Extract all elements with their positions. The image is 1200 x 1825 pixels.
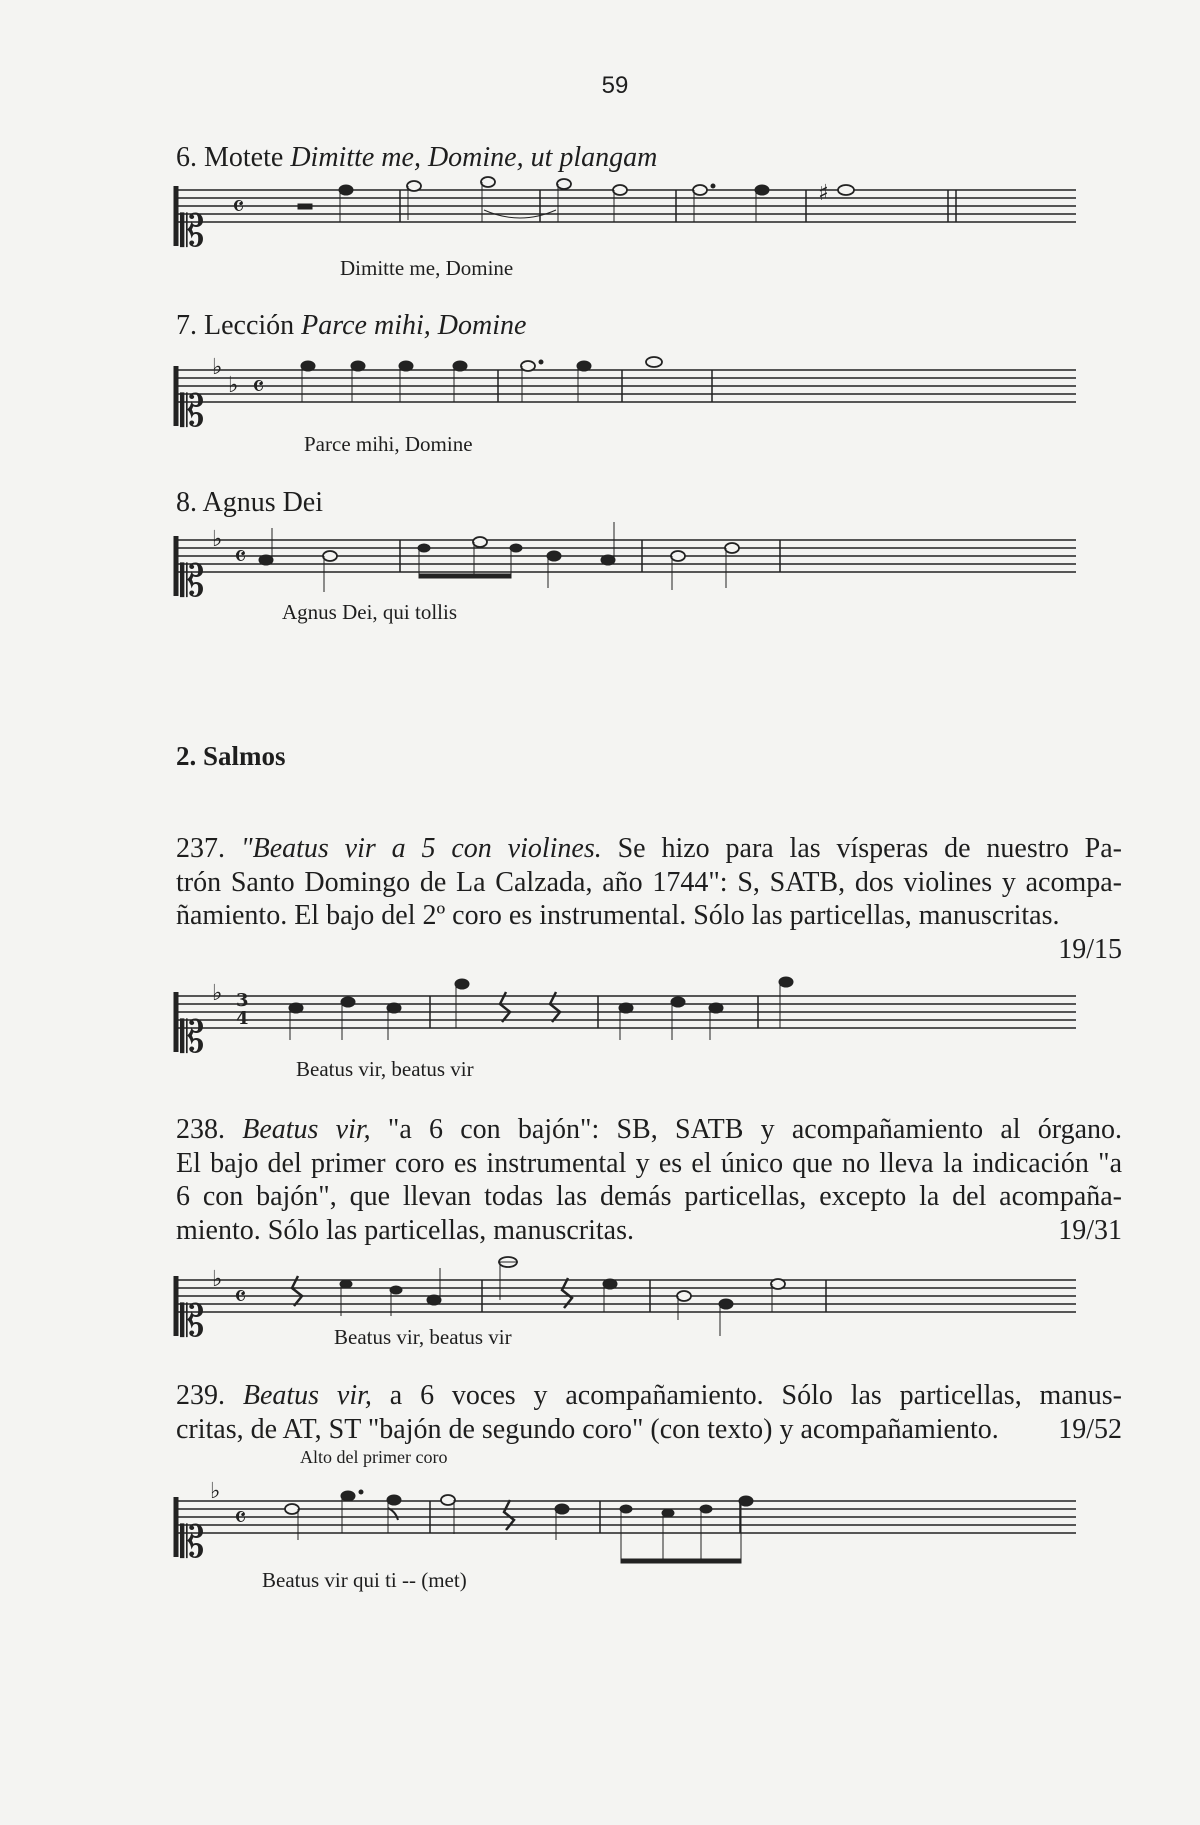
catalog-reference: 19/52: [1058, 1413, 1122, 1445]
entry-title: Beatus vir,: [242, 1380, 372, 1411]
entry-239-lyric: Beatus vir qui ti -- (met): [262, 1568, 467, 1592]
svg-text:𝄡: 𝄡: [180, 206, 205, 257]
catalog-reference: 19/31: [1058, 1214, 1122, 1246]
entry-text: miento. Sólo las particellas, manuscritas.: [176, 1214, 635, 1246]
entry-text: critas, de AT, ST "bajón de segundo coro" (con texto) y acompañamiento.: [176, 1413, 999, 1445]
svg-text:♭: ♭: [210, 1479, 221, 1504]
entry-title: "Beatus vir a 5 con violines.: [240, 833, 602, 864]
svg-text:𝄴: 𝄴: [252, 370, 265, 403]
entry-text: trón Santo Domingo de La Calzada, año 1744": S, SATB, dos violines y acompa-: [176, 866, 1122, 898]
entry-number: 237.: [176, 833, 225, 864]
section-heading: 2. Salmos: [176, 741, 286, 771]
svg-text:♭: ♭: [212, 527, 223, 552]
entry-number: 238.: [176, 1114, 225, 1145]
entry-text: Se hizo para las vísperas de nuestro Pa-: [617, 833, 1123, 864]
entry-text: ñamiento. El bajo del 2º coro es instrumental. Sólo las particellas, manuscritas.: [176, 900, 1060, 931]
svg-text:𝄡: 𝄡: [180, 1296, 205, 1347]
svg-text:♭: ♭: [212, 1267, 223, 1292]
example-title: Dimitte me, Domine, ut plangam: [290, 142, 658, 173]
example-prefix: Motete: [204, 142, 284, 173]
voice-label: Alto del primer coro: [300, 1447, 448, 1467]
example-title: Parce mihi, Domine: [301, 310, 527, 341]
example-prefix: Lección: [204, 310, 295, 341]
svg-text:𝄡: 𝄡: [180, 1517, 205, 1568]
example-6-lyric: Dimitte me, Domine: [340, 256, 514, 280]
entry-text: a 6 voces y acompañamiento. Sólo las particellas, manus-: [389, 1380, 1122, 1411]
example-number: 8.: [176, 487, 197, 518]
svg-text:♯: ♯: [818, 181, 829, 206]
example-8-lyric: Agnus Dei, qui tollis: [282, 600, 458, 624]
entry-text: "a 6 con bajón": SB, SATB y acompañamiento al órgano.: [387, 1114, 1123, 1145]
svg-text:𝄡: 𝄡: [180, 386, 205, 437]
entry-238-lyric: Beatus vir, beatus vir: [334, 1325, 512, 1349]
svg-text:♭: ♭: [212, 355, 223, 380]
entry-text: El bajo del primer coro es instrumental y es el único que no lleva la indicación "a: [176, 1147, 1122, 1179]
svg-text:♭: ♭: [212, 981, 223, 1006]
example-7-lyric: Parce mihi, Domine: [304, 432, 473, 456]
entry-title: Beatus vir,: [242, 1114, 371, 1145]
entry-number: 239.: [176, 1380, 225, 1411]
svg-text:𝄡: 𝄡: [180, 1012, 205, 1063]
catalog-reference: 19/15: [1058, 933, 1122, 965]
svg-text:𝄴: 𝄴: [232, 190, 245, 223]
svg-text:𝄡: 𝄡: [180, 556, 205, 607]
svg-text:𝄴: 𝄴: [234, 1280, 247, 1313]
svg-text:♭: ♭: [228, 373, 239, 398]
entry-text: 6 con bajón", que llevan todas las demás particellas, excepto la del acompaña-: [176, 1181, 1122, 1212]
svg-text:𝄴: 𝄴: [234, 1501, 247, 1534]
entry-237-lyric: Beatus vir, beatus vir: [296, 1057, 474, 1081]
svg-text:4: 4: [236, 1008, 249, 1029]
example-number: 6.: [176, 142, 197, 173]
example-prefix: Agnus Dei: [202, 487, 324, 518]
svg-text:𝄴: 𝄴: [234, 540, 247, 573]
svg-text:3: 3: [236, 990, 249, 1011]
example-number: 7.: [176, 310, 197, 341]
page-number: 59: [601, 72, 629, 99]
